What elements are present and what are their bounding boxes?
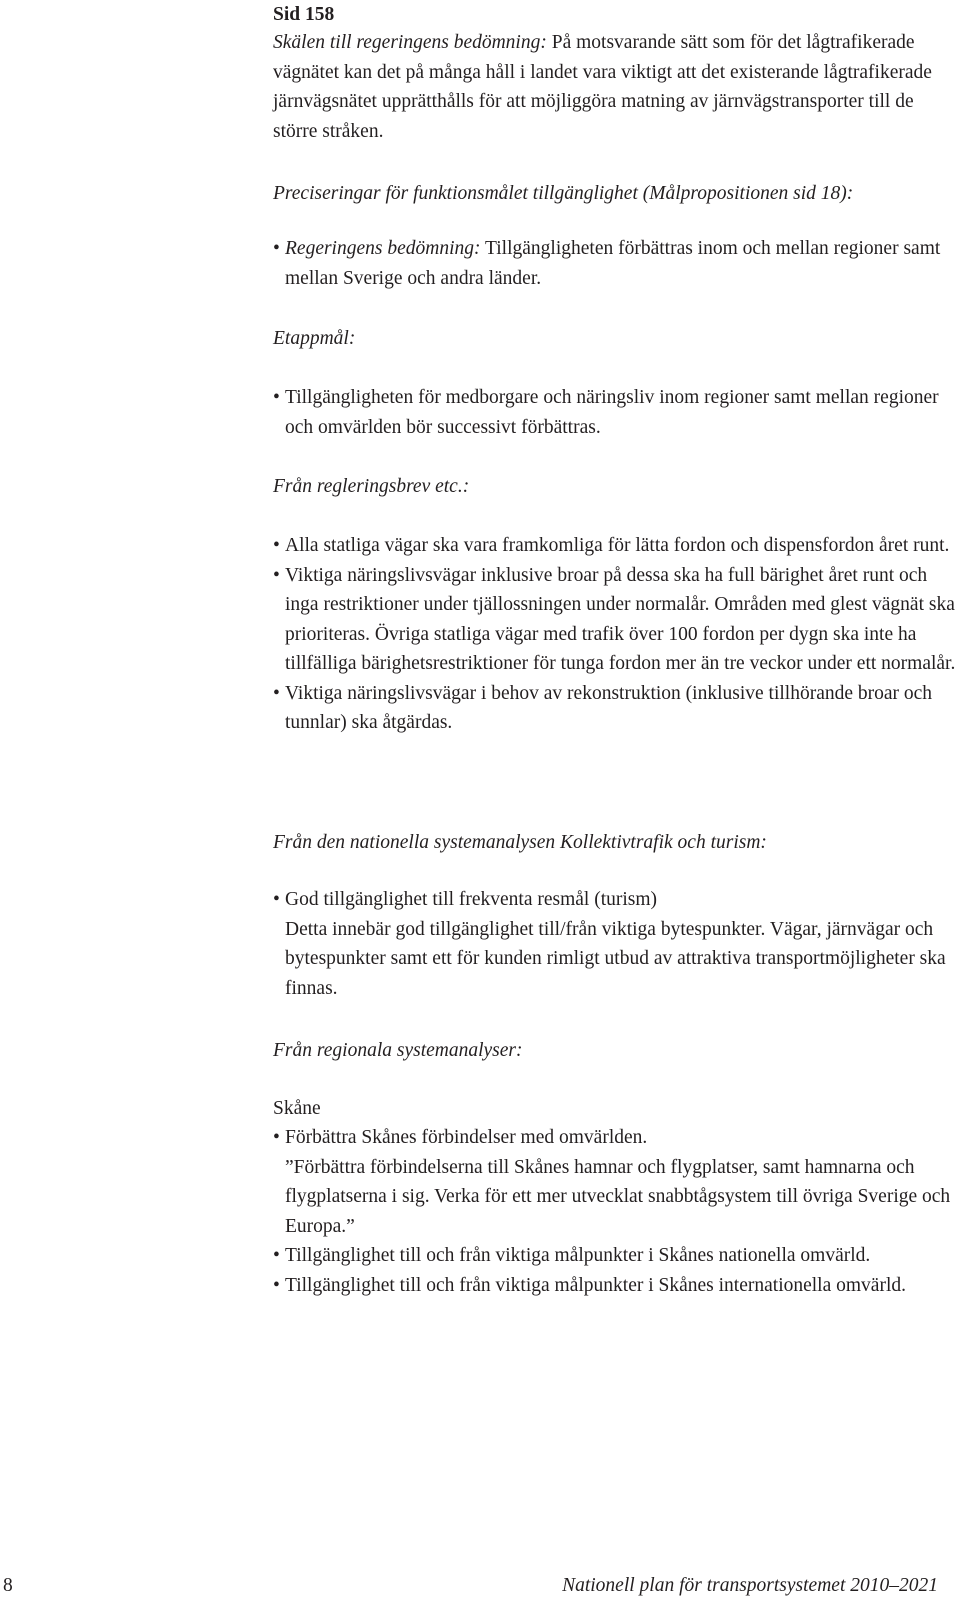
list-item xyxy=(273,885,959,1003)
region-name: Skåne xyxy=(273,1098,321,1119)
list-item xyxy=(273,234,959,293)
list-item-text: Viktiga näringslivsvägar i behov av rekonstruktion (inklusive tillhörande broar och tunnlar) ska åtgärdas. xyxy=(285,682,933,733)
list-item xyxy=(273,1123,959,1241)
bullet-icon: • xyxy=(273,1127,280,1148)
bullet-list-regleringsbrev xyxy=(273,531,959,738)
list-item-text: Tillgängligheten förbättras inom och mellan regioner samt mellan Sverige och andra länder. xyxy=(285,238,941,289)
bullet-icon: • xyxy=(273,535,280,556)
list-item-quote: ”Förbättra förbindelserna till Skånes hamnar och flygplatser, samt hamnarna och flygplatserna i sig. Verka för ett mer utvecklat snabbtågsystem till övriga Sverige och Europa.” xyxy=(285,1156,951,1237)
list-item-text: Tillgänglighet till och från viktiga målpunkter i Skånes internationella omvärld. xyxy=(285,1274,906,1296)
list-item-text: Tillgängligheten för medborgare och näringsliv inom regioner samt mellan regioner och omvärlden bör successivt förbättras. xyxy=(285,387,939,438)
list-item xyxy=(273,383,959,442)
list-item-label: Regeringens bedömning: xyxy=(285,238,481,259)
publication-title: Nationell plan för transportsystemet 2010–2021 xyxy=(562,1575,938,1596)
list-item xyxy=(273,1271,959,1301)
list-item-detail: Detta innebär god tillgänglighet till/från viktiga bytespunkter. Vägar, järnvägar och bytespunkter samt ett för kunden rimligt utbud av attraktiva transportmöjligheter ska finnas. xyxy=(285,918,946,999)
page-header xyxy=(273,2,959,146)
list-item xyxy=(273,679,959,738)
bullet-list-etappmal xyxy=(273,383,959,442)
bullet-list-preciseringar xyxy=(273,234,959,293)
list-item xyxy=(273,531,959,561)
lead-paragraph xyxy=(273,28,959,146)
list-item-text: God tillgänglighet till frekventa resmål (turism) xyxy=(285,889,658,910)
list-item-text: Tillgänglighet till och från viktiga målpunkter i Skånes nationella omvärld. xyxy=(285,1245,871,1266)
bullet-list-nationella xyxy=(273,885,959,1003)
page-number: 8 xyxy=(3,1575,13,1596)
bullet-icon: • xyxy=(273,1274,280,1296)
list-item xyxy=(273,1241,959,1271)
lead-text: På motsvarande sätt som för det lågtrafikerade vägnätet kan det på många håll i landet vara viktigt att det existerande lågtrafikerade järnvägsnätet upprätthålls för att möjliggöra matning av järnvägstransporter till de större stråken. xyxy=(273,32,932,142)
bullet-icon: • xyxy=(273,564,280,586)
list-item-text: Alla statliga vägar ska vara framkomliga för lätta fordon och dispensfordon året runt. xyxy=(285,535,950,556)
bullet-icon: • xyxy=(273,1245,280,1266)
section-heading-etappmal: Etappmål: xyxy=(273,328,356,349)
list-item-text: Förbättra Skånes förbindelser med omvärlden. xyxy=(285,1127,648,1148)
list-item xyxy=(273,561,959,679)
bullet-icon: • xyxy=(273,387,280,408)
bullet-list-regionala xyxy=(273,1123,959,1300)
bullet-icon: • xyxy=(273,682,280,704)
bullet-icon: • xyxy=(273,238,280,259)
section-heading-regionala: Från regionala systemanalyser: xyxy=(273,1040,523,1061)
section-heading-nationella: Från den nationella systemanalysen Kollektivtrafik och turism: xyxy=(273,832,767,853)
section-heading-preciseringar: Preciseringar för funktionsmålet tillgänglighet (Målpropositionen sid 18): xyxy=(273,183,854,204)
page-reference: Sid 158 xyxy=(273,4,335,25)
bullet-icon: • xyxy=(273,889,280,910)
lead-label: Skälen till regeringens bedömning: xyxy=(273,32,547,53)
list-item-text: Viktiga näringslivsvägar inklusive broar på dessa ska ha full bärighet året runt och inga restriktioner under tjällossningen under normalår. Områden med glest vägnät ska prioriteras. Övriga statliga vägar med trafik över 100 fordon per dygn ska inte ha tillfälliga bärighetsrestriktioner för tunga fordon mer än tre veckor under ett normalår. xyxy=(285,564,956,674)
section-heading-regleringsbrev: Från regleringsbrev etc.: xyxy=(273,476,470,497)
